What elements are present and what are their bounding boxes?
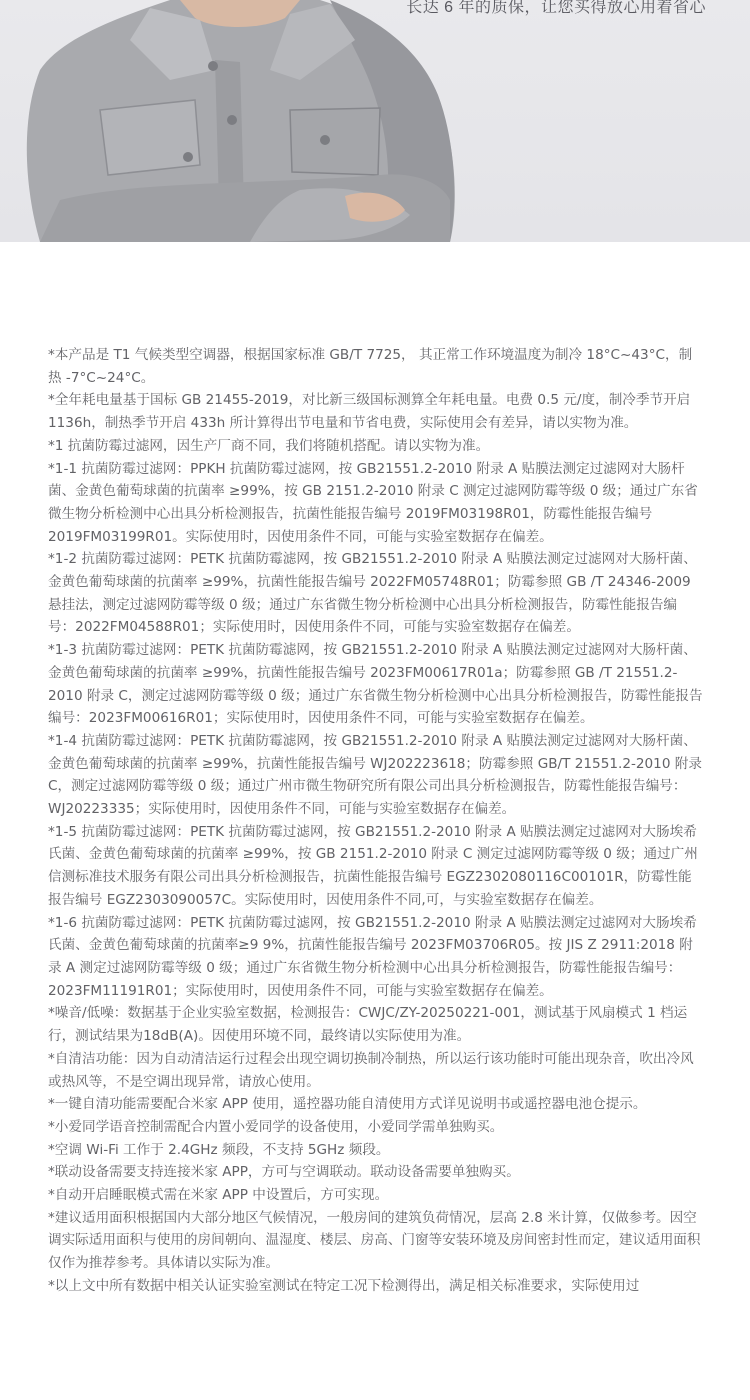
hero-title: 长达 6 年的质保，让您买得放心用着省心 [406,0,706,16]
hero-person-illustration [0,0,750,242]
disclaimer-notes [48,344,704,1298]
note-climate-type: *本产品是 T1 气候类型空调器，根据国家标准 GB/T 7725， 其正常工作环境温度为制冷 18°C~43°C，制热 -7°C~24°C。 [48,347,693,386]
note-xiaoai: *小爱同学语音控制需配合内置小爱同学的设备使用，小爱同学需单独购买。 [48,1118,504,1135]
note-noise: *噪音/低噪：数据基于企业实验室数据，检测报告：CWJC/ZY-20250221-001，测试基于风扇模式 1 档运行，测试结果为18dB(A)。因使用环境不同，最终请以实际使用为准。 [48,1005,688,1045]
note-filter-1-2: *1-2 抗菌防霉过滤网：PETK 抗菌防霉滤网，按 GB21551.2-2010 附录 A 贴膜法测定过滤网对大肠杆菌、金黄色葡萄球菌的抗菌率 ≥99%，抗菌性能报告编号 2022FM05748R01；防霉参照 GB /T 24346-2009 悬挂法，测定过滤网防霉等级 0 级；通过广东省微生物分析检测中心出具分析检测报告，防霉性能报告编号：2022FM04588R01；实际使用时，因使用条件不同，可能与实验室数据存在偏差。 [48,551,697,636]
note-filter-1-1: *1-1 抗菌防霉过滤网：PPKH 抗菌防霉过滤网，按 GB21551.2-2010 附录 A 贴膜法测定过滤网对大肠杆菌、金黄色葡萄球菌的抗菌率 ≥99%，按 GB 2151.2-2010 附录 C 测定过滤网防霉等级 0 级；通过广东省微生物分析检测中心出具分析检测报告，抗菌性能报告编号 2019FM03198R01，防霉性能报告编号 2019FM03199R01。实际使用时，因使用条件不同，可能与实验室数据存在偏差。 [48,460,698,545]
note-filter-general: *1 抗菌防霉过滤网，因生产厂商不同，我们将随机搭配。请以实物为准。 [48,437,490,454]
note-wifi: *空调 Wi-Fi 工作于 2.4GHz 频段，不支持 5GHz 频段。 [48,1141,390,1158]
note-sleep-mode: *自动开启睡眠模式需在米家 APP 中设置后，方可实现。 [48,1187,389,1204]
hero-banner [0,0,750,242]
note-lab-data: *以上文中所有数据中相关认证实验室测试在特定工况下检测得出，满足相关标准要求，实际使用过 [48,1277,640,1294]
note-filter-1-6: *1-6 抗菌防霉过滤网：PETK 抗菌防霉过滤网，按 GB21551.2-2010 附录 A 贴膜法测定过滤网对大肠埃希氏菌、金黄色葡萄球菌的抗菌率≥9 9%，抗菌性能报告编号 2023FM03706R05。按 JIS Z 2911:2018 附录 A 测定过滤网防霉等级 0 级；通过广东省微生物分析检测中心出具分析检测报告，防霉性能报告编号：2023FM11191R01；实际使用时，因使用条件不同，可能与实验室数据存在偏差。 [48,914,697,999]
note-one-key-clean: *一键自清功能需要配合米家 APP 使用，遥控器功能自清使用方式详见说明书或遥控器电池仓提示。 [48,1096,647,1113]
note-area: *建议适用面积根据国内大部分地区气候情况，一般房间的建筑负荷情况，层高 2.8 米计算，仅做参考。因空调实际适用面积与使用的房间朝向、温湿度、楼层、房高、门窗等安装环境及房间密封性而定，建议适用面积仅作为推荐参考。具体请以实际为准。 [48,1209,701,1272]
note-annual-consumption: *全年耗电量基于国标 GB 21455-2019，对比新三级国标测算全年耗电量。电费 0.5 元/度，制冷季节开启 1136h，制热季节开启 433h 所计算得出节电量和节省电费，实际使用会有差异，请以实物为准。 [48,392,691,432]
note-filter-1-4: *1-4 抗菌防霉过滤网：PETK 抗菌防霉滤网，按 GB21551.2-2010 附录 A 贴膜法测定过滤网对大肠杆菌、金黄色葡萄球菌的抗菌率 ≥99%，抗菌性能报告编号 WJ202223618；防霉参照 GB/T 21551.2-2010 附录 C，测定过滤网防霉等级 0 级；通过广州市微生物研究所有限公司出具分析检测报告，防霉性能报告编号：WJ20223335；实际使用时，因使用条件不同，可能与实验室数据存在偏差。 [48,732,702,818]
note-filter-1-3: *1-3 抗菌防霉过滤网：PETK 抗菌防霉滤网，按 GB21551.2-2010 附录 A 贴膜法测定过滤网对大肠杆菌、金黄色葡萄球菌的抗菌率 ≥99%，抗菌性能报告编号 2023FM00617R01a；防霉参照 GB /T 21551.2-2010 附录 C，测定过滤网防霉等级 0 级；通过广东省微生物分析检测中心出具分析检测报告，防霉性能报告编号：2023FM00616R01；实际使用时，因使用条件不同，可能与实验室数据存在偏差。 [48,642,703,727]
note-self-clean: *自清洁功能：因为自动清洁运行过程会出现空调切换制冷制热，所以运行该功能时可能出现杂音，吹出冷风或热风等，不是空调出现异常，请放心使用。 [48,1050,694,1090]
note-filter-1-5: *1-5 抗菌防霉过滤网：PETK 抗菌防霉过滤网，按 GB21551.2-2010 附录 A 贴膜法测定过滤网对大肠埃希氏菌、金黄色葡萄球菌的抗菌率 ≥99%，按 GB 2151.2-2010 附录 C 测定过滤网防霉等级 0 级；通过广州信测标准技术服务有限公司出具分析检测报告，抗菌性能报告编号 EGZ2302080116C00101R，防霉性能报告编号 EGZ2303090057C。实际使用时，因使用条件不同,可，与实验室数据存在偏差。 [48,823,698,908]
note-linkage: *联动设备需要支持连接米家 APP，方可与空调联动。联动设备需要单独购买。 [48,1164,520,1181]
